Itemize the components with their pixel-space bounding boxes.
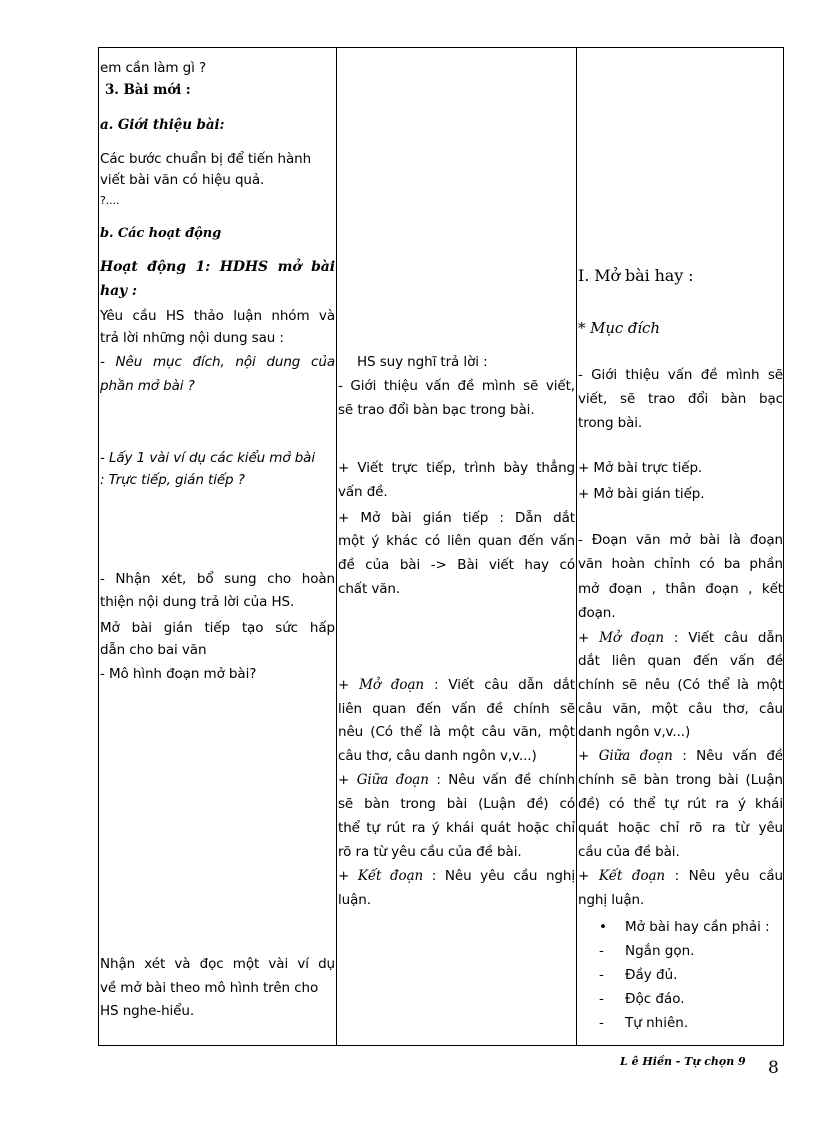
- list-item: - Ngắn gọn.: [599, 943, 695, 959]
- text-line: liên quan đến vấn đề chính sẽ: [338, 701, 575, 717]
- text-line: đoạn.: [578, 605, 616, 621]
- text-line: - Giới thiệu vấn đề mình sẽ viết,: [338, 378, 575, 394]
- content-column: [577, 48, 784, 1045]
- list-heading: • Mở bài hay cần phải :: [599, 919, 770, 935]
- text-line: - Đoạn văn mở bài là đoạn: [578, 532, 783, 548]
- text-line: câu thơ, câu danh ngôn v,v...): [338, 748, 537, 764]
- subsection-heading: b. Các hoạt động: [100, 226, 222, 241]
- section-heading: 3. Bài mới :: [105, 82, 191, 98]
- text-line: HS suy nghĩ trả lời :: [357, 354, 488, 370]
- text-line: rõ ra từ yêu cầu của đề bài.: [338, 844, 522, 860]
- text-line: đề) có thể tự rút ra ý khái: [578, 796, 783, 812]
- page-number: 8: [768, 1058, 779, 1078]
- text-line: luận.: [338, 892, 371, 908]
- text-line: về mở bài theo mô hình trên cho: [100, 980, 319, 996]
- dash-icon: -: [599, 943, 604, 959]
- text-line: đề của bài -> Bài viết hay có: [338, 557, 575, 573]
- text-line: sẽ trao đổi bàn bạc trong bài.: [338, 402, 535, 418]
- text-line: dắt liên quan đến vấn đề: [578, 653, 783, 669]
- text-line: + Mở đoạn : Viết câu dẫn: [578, 630, 784, 646]
- text-line: + Mở bài gián tiếp : Dẫn dắt: [338, 510, 575, 526]
- text-line: nêu (Có thể là một câu văn, một: [338, 724, 575, 740]
- text-line: Mở bài gián tiếp tạo sức hấp: [100, 620, 335, 636]
- text-line: thiện nội dung trả lời của HS.: [100, 594, 295, 610]
- text-line: thể tự rút ra ý khái quát hoặc chỉ: [338, 820, 575, 836]
- text-line: : Trực tiếp, gián tiếp ?: [100, 472, 245, 488]
- text-line: sẽ bàn trong bài (Luận đề) có: [338, 796, 575, 812]
- lesson-table: [98, 47, 784, 1046]
- text-line: vấn đề.: [338, 484, 388, 500]
- text-line: - Giới thiệu vấn đề mình sẽ: [578, 367, 783, 383]
- text-line: trong bài.: [578, 415, 643, 431]
- text-line: viết bài văn có hiệu quả.: [100, 172, 265, 188]
- text-line: + Mở bài trực tiếp.: [578, 460, 703, 476]
- text-line: chính sẽ nêu (Có thể là một: [578, 677, 783, 693]
- text-line: Nhận xét và đọc một vài ví dụ: [100, 956, 335, 972]
- text-line: phần mở bài ?: [100, 378, 195, 394]
- subsection-heading: a. Giới thiệu bài:: [100, 117, 225, 133]
- text-line: ?....: [100, 194, 120, 207]
- text-line: - Lấy 1 vài ví dụ các kiểu mở bài: [100, 450, 315, 466]
- text-line: + Mở đoạn : Viết câu dẫn dắt: [338, 677, 575, 693]
- text-line: dẫn cho bai văn: [100, 642, 207, 658]
- text-line: + Kết đoạn : Nêu yêu cầu: [578, 868, 783, 884]
- text-line: HS nghe-hiểu.: [100, 1003, 195, 1019]
- text-line: + Giữa đoạn : Nêu vấn đề: [578, 748, 783, 764]
- dash-icon: -: [599, 967, 604, 983]
- text-line: + Kết đoạn : Nêu yêu cầu nghị: [338, 868, 575, 884]
- text-line: - Nhận xét, bổ sung cho hoàn: [100, 571, 335, 587]
- text-line: văn hoàn chỉnh có ba phần: [578, 556, 783, 572]
- text-line: - Nêu mục đích, nội dung của: [100, 354, 335, 370]
- dash-icon: -: [599, 991, 604, 1007]
- text-line: câu văn, một câu thơ, câu: [578, 701, 783, 717]
- student-activity-column: [337, 48, 576, 1045]
- list-item: - Độc đáo.: [599, 991, 685, 1007]
- subsection-heading: * Mục đích: [578, 319, 660, 337]
- dash-icon: -: [599, 1015, 604, 1031]
- page-footer: L ê Hiền - Tự chọn 9: [620, 1055, 746, 1068]
- text-line: - Mô hình đoạn mở bài?: [100, 666, 257, 682]
- text-line: + Mở bài gián tiếp.: [578, 486, 705, 502]
- list-item: - Tự nhiên.: [599, 1015, 689, 1031]
- text-line: trả lời những nội dung sau :: [100, 330, 284, 346]
- text-line: một ý khác có liên quan đến vấn: [338, 533, 575, 549]
- text-line: em cần làm gì ?: [100, 60, 207, 76]
- list-item: - Đầy đủ.: [599, 967, 678, 983]
- text-line: chính sẽ bàn trong bài (Luận: [578, 772, 783, 788]
- text-line: + Giữa đoạn : Nêu vấn đề chính: [338, 772, 576, 788]
- text-line: Các bước chuẩn bị để tiến hành: [100, 151, 312, 167]
- text-line: danh ngôn v,v...): [578, 724, 691, 740]
- text-line: Yêu cầu HS thảo luận nhóm và: [100, 308, 335, 324]
- bullet-icon: •: [599, 919, 607, 935]
- activity-heading: Hoạt động 1: HDHS mở bài: [100, 259, 335, 275]
- activity-heading: hay :: [100, 283, 137, 299]
- text-line: mở đoạn , thân đoạn , kết: [578, 581, 783, 597]
- text-line: nghị luận.: [578, 892, 645, 908]
- text-line: viết, sẽ trao đổi bàn bạc: [578, 391, 783, 407]
- text-line: quát hoặc chỉ rõ ra từ yêu: [578, 820, 783, 836]
- text-line: chất văn.: [338, 581, 401, 597]
- text-line: + Viết trực tiếp, trình bày thẳng: [338, 460, 575, 476]
- teacher-activity-column: [99, 48, 336, 1045]
- section-heading: I. Mở bài hay :: [578, 266, 694, 285]
- text-line: cầu của đề bài.: [578, 844, 680, 860]
